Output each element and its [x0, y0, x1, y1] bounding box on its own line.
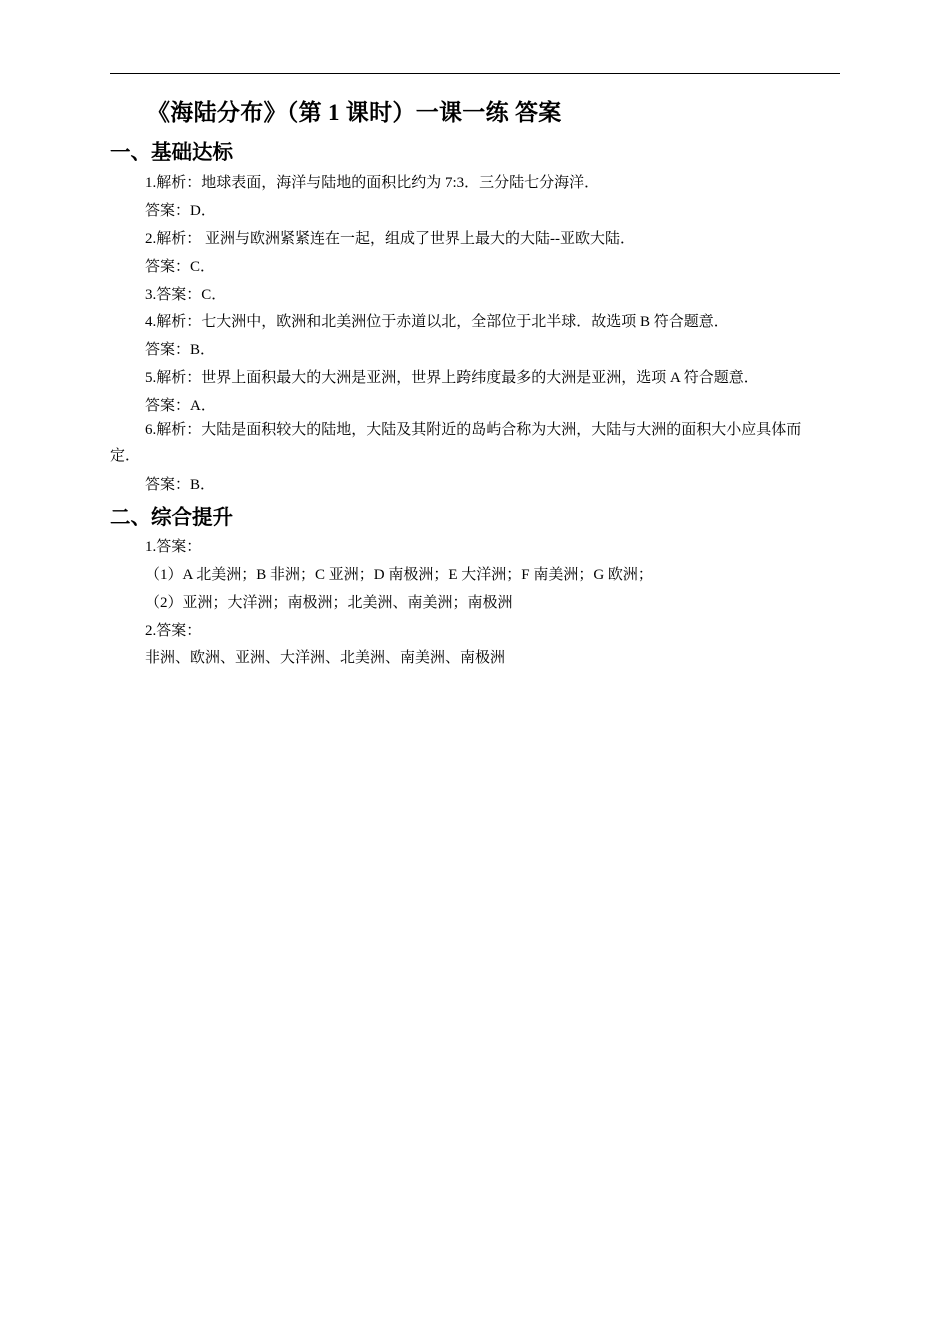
answer-line: （2）亚洲；大洋洲；南极洲；北美洲、南美洲；南极洲 — [145, 595, 513, 611]
answer-line: 1.解析：地球表面，海洋与陆地的面积比约为 7:3．三分陆七分海洋． — [145, 175, 600, 191]
answer-line: 答案：C． — [145, 259, 216, 275]
document-title: 《海陆分布》（第 1 课时）一课一练 答案 — [147, 100, 562, 125]
answer-line: 4.解析：七大洲中，欧洲和北美洲位于赤道以北，全部位于北半球．故选项 B 符合题意． — [145, 314, 729, 330]
answer-line: 答案：A． — [145, 398, 216, 414]
section-heading-basic: 一、基础达标 — [110, 142, 233, 164]
answer-line: 1.答案： — [145, 539, 202, 555]
header-rule — [110, 73, 840, 74]
answer-line: 答案：D． — [145, 203, 216, 219]
answer-line: 3.答案：C． — [145, 287, 227, 303]
answer-line: 2.解析： 亚洲与欧洲紧紧连在一起，组成了世界上最大的大陆--亚欧大陆． — [145, 231, 635, 247]
answer-line: 答案：B． — [145, 342, 216, 358]
answer-line: 2.答案： — [145, 623, 202, 639]
answer-line: 答案：B． — [145, 477, 216, 493]
answer-line: 非洲、欧洲、亚洲、大洋洲、北美洲、南美洲、南极洲 — [145, 650, 506, 666]
answer-paragraph: 6.解析：大陆是面积较大的陆地，大陆及其附近的岛屿合称为大洲，大陆与大洲的面积大小应具体而定． — [110, 422, 802, 464]
section-heading-advanced: 二、综合提升 — [110, 507, 233, 529]
answer-line: 5.解析：世界上面积最大的大洲是亚洲，世界上跨纬度最多的大洲是亚洲，选项 A 符合题意． — [145, 370, 759, 386]
answer-line: （1）A 北美洲；B 非洲；C 亚洲；D 南极洲；E 大洋洲；F 南美洲；G 欧洲； — [145, 567, 653, 583]
